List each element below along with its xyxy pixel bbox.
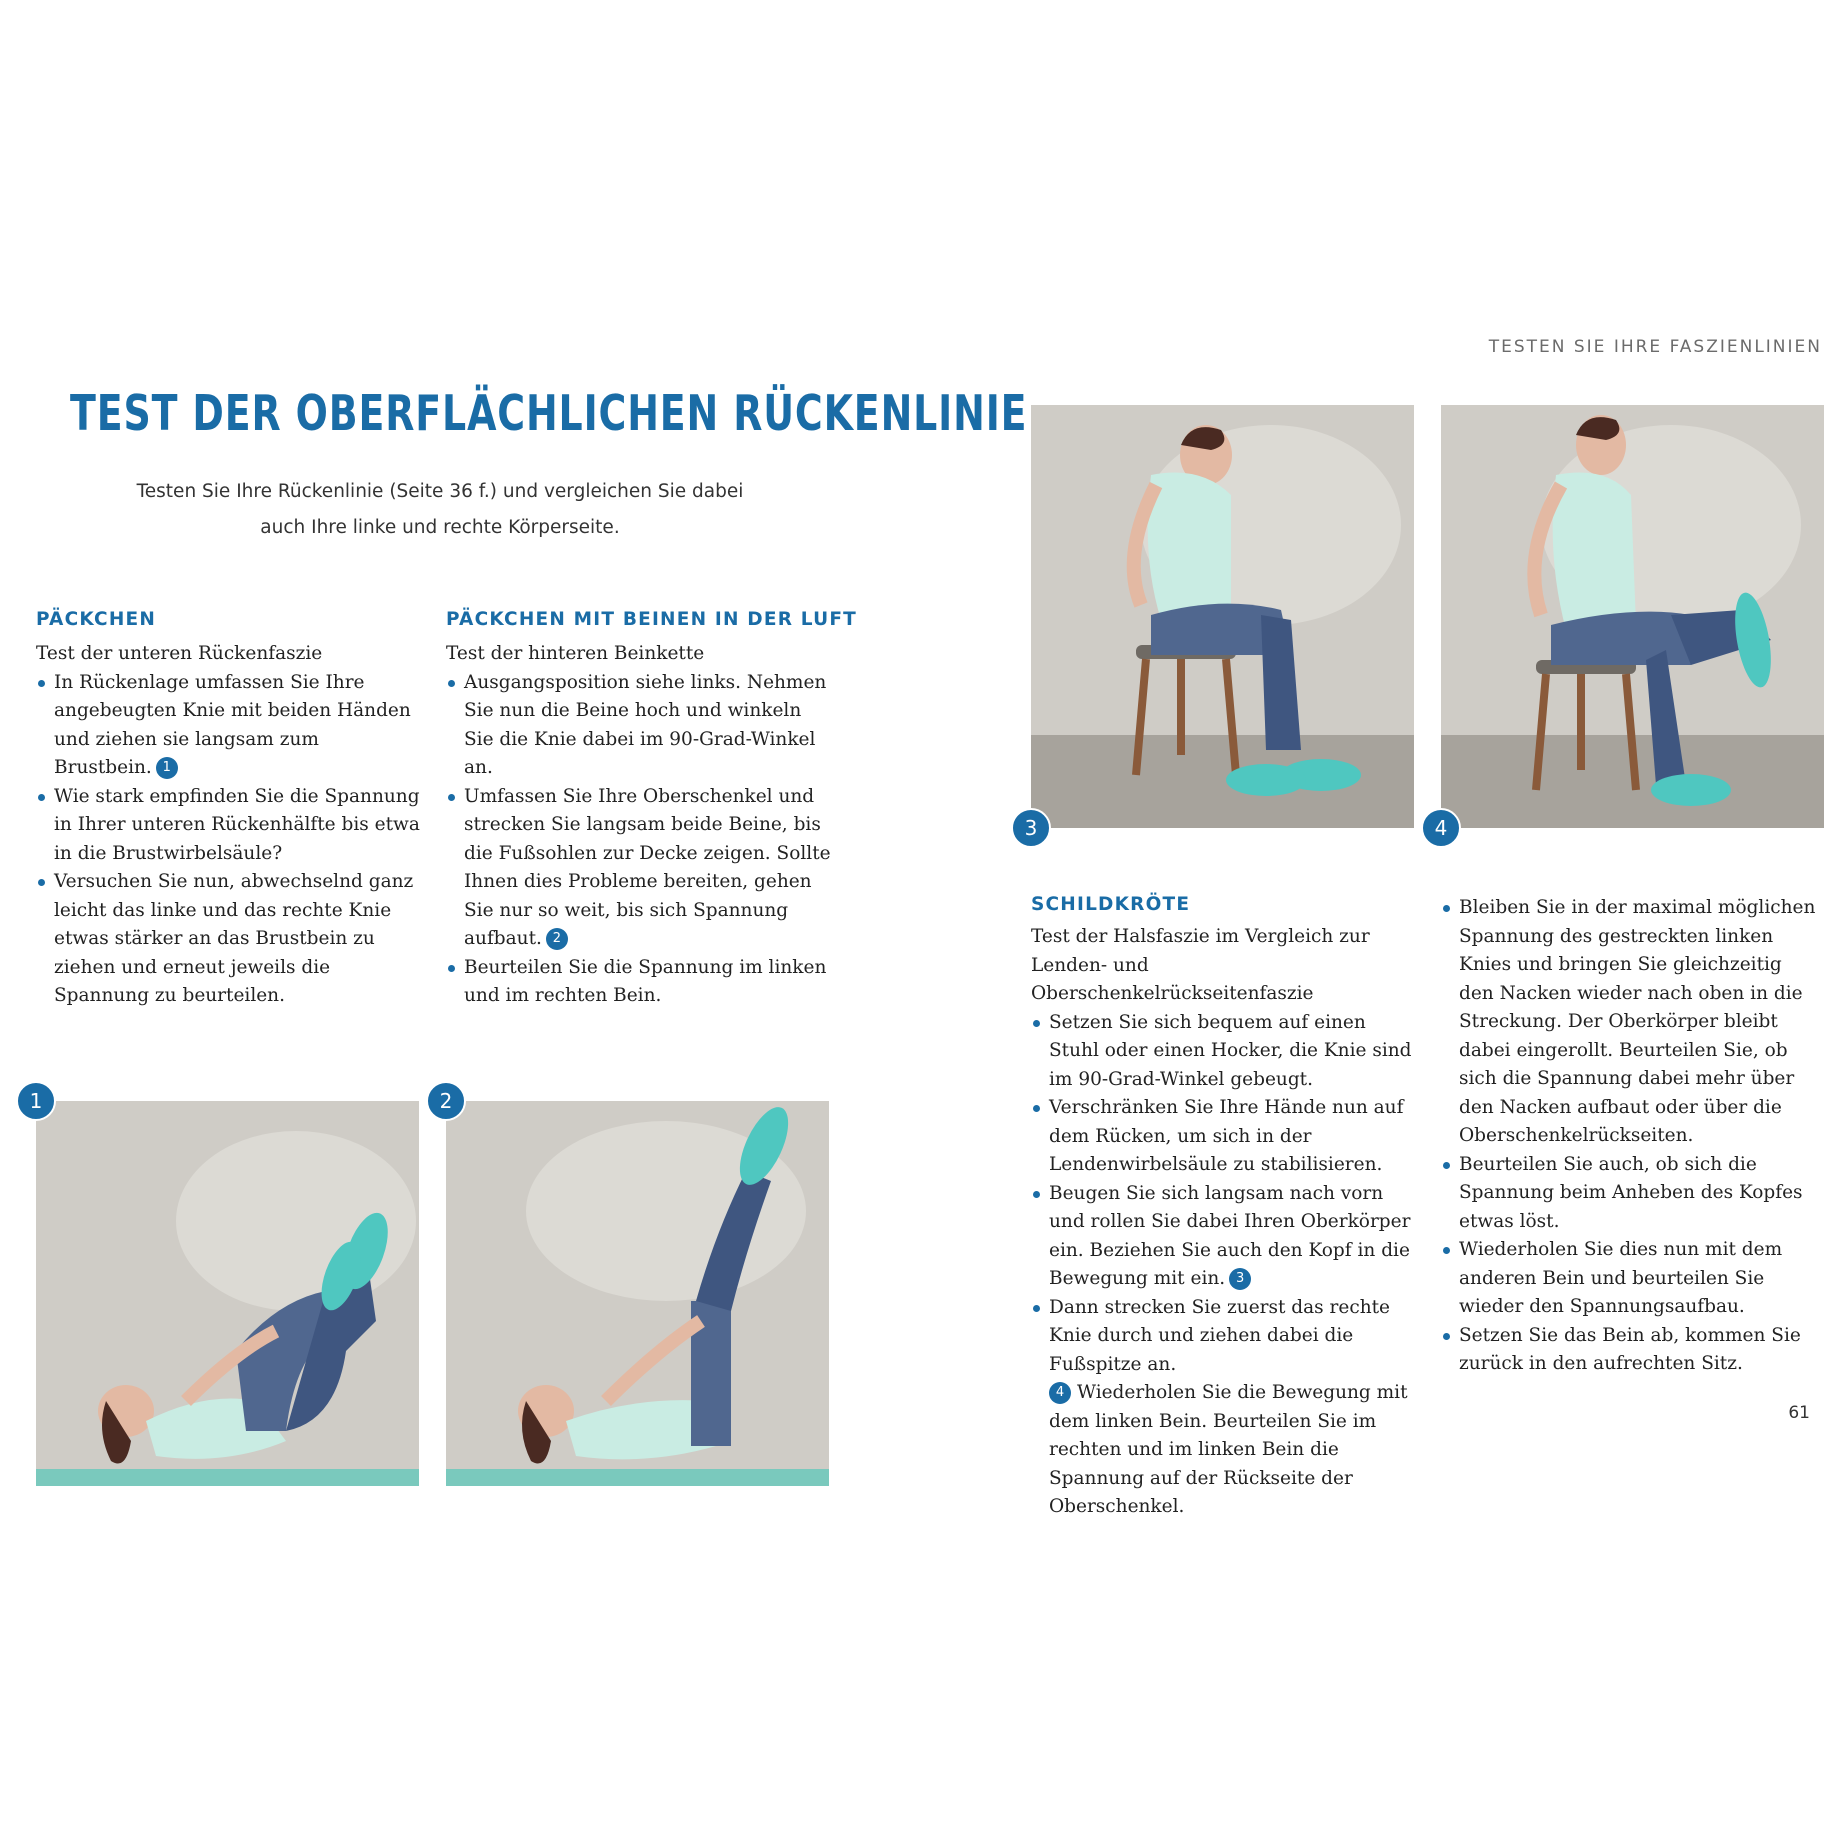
section-subtitle: Test der unteren Rückenfaszie [36,643,323,664]
photo-2 [446,1101,829,1486]
list-item: Dann strecken Sie zuerst das rechte Knie durch und ziehen dabei die Fußspitze an. 4 Wiederholen Sie die Bewegung mit dem linken Bein. Beurteilen Sie im rechten und im linken Bein die Spannung auf der Rückseite der Oberschenkel. [1031,1294,1416,1522]
column-schildkroete-1 [1031,923,1416,1522]
section-heading-paeckchen: PÄCKCHEN [36,609,157,630]
list-item: Verschränken Sie Ihre Hände nun auf dem Rücken, um sich in der Lendenwirbelsäule zu stabilisieren. [1031,1094,1416,1180]
woman-seated-leg-extended-photo [1441,405,1824,828]
intro-text [100,474,780,546]
section-subtitle: Test der hinteren Beinkette [446,643,705,664]
page-number: 61 [1788,1403,1810,1423]
woman-seated-rolled-forward-photo [1031,405,1414,828]
list-item: Beugen Sie sich langsam nach vorn und rollen Sie dabei Ihren Oberkörper ein. Beziehen Sie auch den Kopf in die Bewegung mit ein. 3 [1031,1180,1416,1294]
photo-2-number-badge: 2 [426,1081,466,1121]
intro-line-2: auch Ihre linke und rechte Körperseite. [260,517,620,538]
photo-3 [1031,405,1414,828]
intro-line-1: Testen Sie Ihre Rückenlinie (Seite 36 f.) und vergleichen Sie dabei [136,481,744,502]
photo-3-number-badge: 3 [1011,808,1051,848]
section-heading-schildkroete: SCHILDKRÖTE [1031,894,1191,915]
section-subtitle: Test der Halsfaszie im Vergleich zur Lenden- und Oberschenkelrückseitenfaszie [1031,926,1370,1004]
photo-4 [1441,405,1824,828]
step-3-badge-icon: 3 [1229,1268,1251,1290]
woman-legs-raised-photo [446,1101,829,1486]
photo-1 [36,1101,419,1486]
list-item: Beurteilen Sie auch, ob sich die Spannung beim Anheben des Kopfes etwas löst. [1441,1151,1821,1237]
column-paeckchen-luft [446,640,831,1011]
page-title: TEST DER OBERFLÄCHLICHEN RÜCKENLINIE [70,385,1028,442]
list-item: Bleiben Sie in der maximal möglichen Spannung des gestreckten linken Knies und bringen Sie gleichzeitig den Nacken wieder nach oben in die Streckung. Der Oberkörper bleibt dabei eingerollt. Beurteilen Sie, ob sich die Spannung dabei mehr über den Nacken aufbaut oder über die Oberschenkelrückseiten. [1441,894,1821,1151]
list-item: Setzen Sie sich bequem auf einen Stuhl oder einen Hocker, die Knie sind im 90-Grad-Winkel gebeugt. [1031,1009,1416,1095]
photo-1-number-badge: 1 [16,1081,56,1121]
list-item: Umfassen Sie Ihre Oberschenkel und strecken Sie langsam beide Beine, bis die Fußsohlen zur Decke zeigen. Sollte Ihnen dies Probleme bereiten, gehen Sie nur so weit, bis sich Spannung aufbaut. 2 [446,783,831,954]
column-paeckchen [36,640,421,1011]
list-item: In Rückenlage umfassen Sie Ihre angebeugten Knie mit beiden Händen und ziehen sie langsam zum Brustbein. 1 [36,669,421,783]
woman-knees-to-chest-photo [36,1101,419,1486]
column-schildkroete-2 [1441,894,1821,1379]
list-item: Beurteilen Sie die Spannung im linken und im rechten Bein. [446,954,831,1011]
list-item: Ausgangsposition siehe links. Nehmen Sie nun die Beine hoch und winkeln Sie die Knie dabei im 90-Grad-Winkel an. [446,669,831,783]
list-item: Wiederholen Sie dies nun mit dem anderen Bein und beurteilen Sie wieder den Spannungsaufbau. [1441,1236,1821,1322]
step-4-badge-icon: 4 [1049,1382,1071,1404]
running-head: TESTEN SIE IHRE FASZIENLINIEN [1488,337,1822,357]
step-1-badge-icon: 1 [156,757,178,779]
list-item: Setzen Sie das Bein ab, kommen Sie zurück in den aufrechten Sitz. [1441,1322,1821,1379]
photo-4-number-badge: 4 [1421,808,1461,848]
list-item: Wie stark empfinden Sie die Spannung in Ihrer unteren Rückenhälfte bis etwa in die Brustwirbelsäule? [36,783,421,869]
step-2-badge-icon: 2 [546,928,568,950]
section-heading-paeckchen-luft: PÄCKCHEN MIT BEINEN IN DER LUFT [446,609,857,630]
list-item: Versuchen Sie nun, abwechselnd ganz leicht das linke und das rechte Knie etwas stärker an das Brustbein zu ziehen und erneut jeweils die Spannung zu beurteilen. [36,868,421,1011]
